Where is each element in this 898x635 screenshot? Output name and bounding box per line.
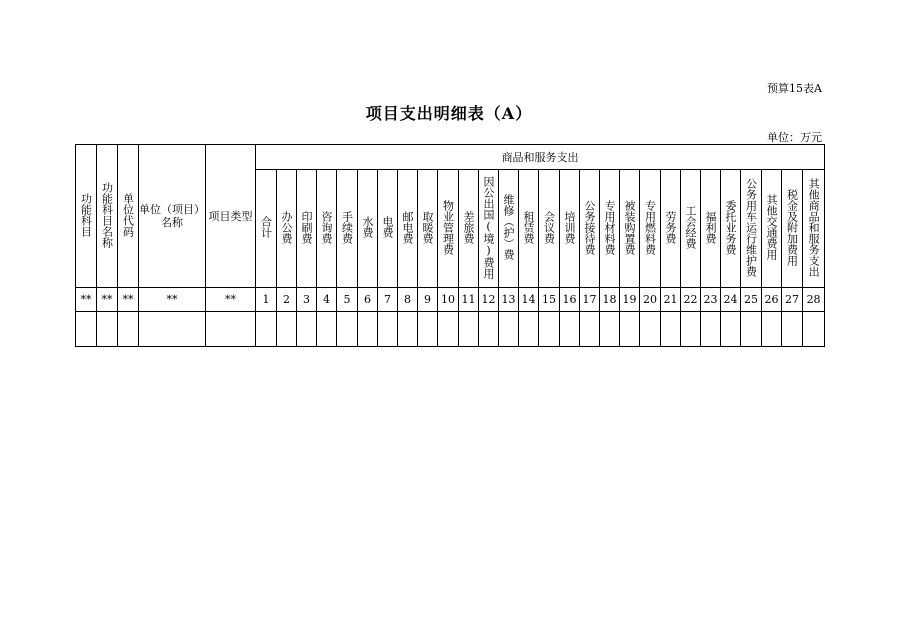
item-header-cell <box>701 170 721 288</box>
column-number: 5 <box>343 293 351 306</box>
column-number-cell <box>741 288 762 312</box>
column-number: 16 <box>562 293 577 306</box>
item-header-cell <box>438 170 459 288</box>
empty-cell <box>97 312 118 347</box>
column-number: 18 <box>602 293 617 306</box>
item-header-cell <box>277 170 297 288</box>
header-label: 印刷费 <box>300 210 313 244</box>
column-number-cell <box>256 288 277 312</box>
empty-cell <box>438 312 459 347</box>
code-value: ** <box>101 293 113 306</box>
column-number-cell <box>560 288 580 312</box>
header-label: 会议费 <box>542 210 556 244</box>
item-header-cell <box>600 170 620 288</box>
code-cell <box>76 288 97 312</box>
empty-cell <box>560 312 580 347</box>
item-header-cell <box>519 170 539 288</box>
group-header-label: 商品和服务支出 <box>501 150 579 164</box>
column-number: 20 <box>643 293 657 306</box>
code-row <box>76 288 825 312</box>
header-label: 专用材料费 <box>603 199 616 255</box>
item-header-cell <box>741 170 762 288</box>
item-header-cell <box>317 170 337 288</box>
fixed-header-cell <box>118 145 139 288</box>
empty-cell <box>277 312 297 347</box>
item-header-cell <box>479 170 499 288</box>
header-label: 合计 <box>259 216 273 238</box>
column-number-cell <box>661 288 681 312</box>
column-number: 22 <box>683 293 698 306</box>
column-number-cell <box>277 288 297 312</box>
empty-cell <box>139 312 206 347</box>
header-label: 水费 <box>361 216 374 238</box>
empty-cell <box>762 312 782 347</box>
empty-cell <box>499 312 519 347</box>
item-header-cell <box>398 170 418 288</box>
empty-cell <box>803 312 825 347</box>
column-number: 14 <box>521 293 536 306</box>
header-label: 单位代码 <box>121 192 135 237</box>
empty-cell <box>317 312 337 347</box>
empty-cell <box>701 312 721 347</box>
fixed-header-cell <box>139 145 206 288</box>
empty-cell <box>539 312 560 347</box>
column-number: 6 <box>364 293 371 306</box>
header-label: 取暖费 <box>421 210 434 244</box>
empty-cell <box>580 312 600 347</box>
table-code: 预算15表A <box>767 82 822 95</box>
header-label: 物业管理费 <box>441 199 455 255</box>
empty-cell <box>620 312 640 347</box>
column-number: 4 <box>323 293 330 306</box>
header-label: 电费 <box>381 216 394 238</box>
item-header-cell <box>256 170 277 288</box>
group-header-cell <box>256 145 825 170</box>
column-number-cell <box>378 288 398 312</box>
column-number: 1 <box>262 293 270 306</box>
item-header-cell <box>782 170 803 288</box>
item-header-cell <box>337 170 358 288</box>
empty-cell <box>398 312 418 347</box>
code-cell <box>139 288 206 312</box>
column-number: 11 <box>461 293 476 306</box>
column-number-cell <box>337 288 358 312</box>
empty-cell <box>378 312 398 347</box>
item-header-cell <box>640 170 661 288</box>
empty-cell <box>479 312 499 347</box>
code-value: ** <box>80 293 92 306</box>
column-number: 28 <box>806 293 821 306</box>
item-header-cell <box>721 170 741 288</box>
column-number: 23 <box>703 293 718 306</box>
header-label: 功能科目 <box>79 192 93 237</box>
header-label: 租赁费 <box>522 210 535 244</box>
table-row <box>76 312 825 347</box>
header-label: 其他交通费用 <box>765 194 778 260</box>
empty-cell <box>721 312 741 347</box>
column-number-cell <box>438 288 459 312</box>
column-number-cell <box>701 288 721 312</box>
budget-table <box>75 144 825 347</box>
code-cell <box>206 288 256 312</box>
column-number-cell <box>803 288 825 312</box>
item-header-cell <box>499 170 519 288</box>
column-number-cell <box>721 288 741 312</box>
item-header-cell <box>418 170 438 288</box>
header-label: 因公出国(境)费用 <box>482 175 495 279</box>
item-header-cell <box>459 170 479 288</box>
item-header-cell <box>661 170 681 288</box>
header-label: 维修（护）费 <box>502 194 515 260</box>
empty-cell <box>256 312 277 347</box>
item-header-cell <box>681 170 701 288</box>
empty-cell <box>358 312 378 347</box>
empty-cell <box>76 312 97 347</box>
empty-cell <box>782 312 803 347</box>
column-number: 17 <box>582 293 597 306</box>
code-cell <box>118 288 139 312</box>
column-number-cell <box>418 288 438 312</box>
column-number: 7 <box>384 293 391 306</box>
column-number: 2 <box>283 293 290 306</box>
code-value: ** <box>122 293 134 306</box>
column-number: 13 <box>501 293 516 306</box>
column-number: 12 <box>481 293 496 306</box>
empty-cell <box>118 312 139 347</box>
column-number-cell <box>782 288 803 312</box>
column-number-cell <box>681 288 701 312</box>
code-value: ** <box>166 293 178 306</box>
empty-cell <box>600 312 620 347</box>
item-header-cell <box>539 170 560 288</box>
column-number-cell <box>640 288 661 312</box>
header-label: 其他商品和服务支出 <box>807 177 821 277</box>
fixed-header-cell <box>97 145 118 288</box>
empty-cell <box>297 312 317 347</box>
empty-cell <box>661 312 681 347</box>
column-number-cell <box>600 288 620 312</box>
column-number: 9 <box>424 293 431 306</box>
header-label: 福利费 <box>704 210 717 244</box>
item-header-cell <box>580 170 600 288</box>
header-label: 工会经费 <box>684 205 697 249</box>
column-number-cell <box>519 288 539 312</box>
column-number-cell <box>297 288 317 312</box>
column-number: 26 <box>764 293 779 306</box>
item-header-cell <box>297 170 317 288</box>
column-number: 10 <box>441 293 455 306</box>
column-number: 19 <box>622 293 637 306</box>
column-number-cell <box>620 288 640 312</box>
column-number: 27 <box>785 293 799 306</box>
header-label: 专用燃料费 <box>643 199 657 255</box>
column-number: 3 <box>303 293 310 306</box>
header-label: 被装购置费 <box>623 199 636 255</box>
header-label: 培训费 <box>563 210 576 244</box>
item-header-cell <box>378 170 398 288</box>
empty-cell <box>681 312 701 347</box>
column-number-cell <box>358 288 378 312</box>
header-label: 功能科目名称 <box>100 181 114 248</box>
empty-cell <box>640 312 661 347</box>
column-number: 24 <box>723 293 738 306</box>
fixed-header-label: 单位（项目）名称 <box>139 203 205 229</box>
empty-cell <box>459 312 479 347</box>
column-number: 21 <box>663 293 678 306</box>
column-number-cell <box>479 288 499 312</box>
header-label: 委托业务费 <box>724 199 737 255</box>
item-header-cell <box>803 170 825 288</box>
unit-label: 单位：万元 <box>767 131 822 144</box>
empty-cell <box>741 312 762 347</box>
header-label: 公务接待费 <box>583 199 596 255</box>
item-header-cell <box>762 170 782 288</box>
page-title: 项目支出明细表（A） <box>365 104 533 123</box>
item-header-cell <box>358 170 378 288</box>
code-value: ** <box>225 293 236 306</box>
column-number: 15 <box>542 293 556 306</box>
column-number-cell <box>459 288 479 312</box>
header-label: 劳务费 <box>664 210 677 244</box>
column-number-cell <box>762 288 782 312</box>
fixed-header-cell <box>76 145 97 288</box>
column-number-cell <box>317 288 337 312</box>
header-row-group <box>76 145 825 170</box>
empty-cell <box>337 312 358 347</box>
header-label: 差旅费 <box>462 210 475 244</box>
header-label: 公务用车运行维护费 <box>744 177 758 277</box>
code-cell <box>97 288 118 312</box>
column-number: 25 <box>744 293 758 306</box>
item-header-cell <box>620 170 640 288</box>
column-number-cell <box>398 288 418 312</box>
header-label: 税金及附加费用 <box>785 188 799 266</box>
item-header-cell <box>560 170 580 288</box>
empty-cell <box>206 312 256 347</box>
column-number-cell <box>499 288 519 312</box>
fixed-header-label: 项目类型 <box>208 209 253 223</box>
header-label: 手续费 <box>340 210 354 244</box>
header-label: 邮电费 <box>401 210 414 244</box>
column-number-cell <box>539 288 560 312</box>
empty-cell <box>519 312 539 347</box>
column-number: 8 <box>404 293 411 306</box>
column-number-cell <box>580 288 600 312</box>
empty-cell <box>418 312 438 347</box>
header-label: 咨询费 <box>320 210 333 244</box>
fixed-header-cell <box>206 145 256 288</box>
header-label: 办公费 <box>280 210 293 244</box>
